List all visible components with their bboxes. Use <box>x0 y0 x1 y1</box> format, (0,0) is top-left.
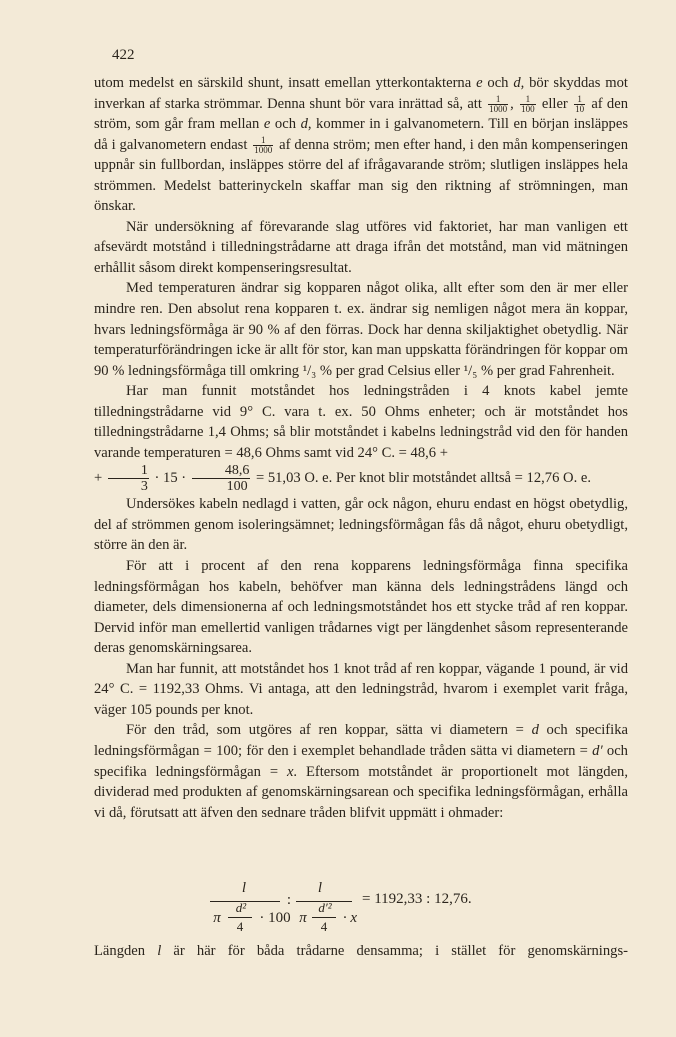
paragraph-specific-conductivity: För att i procent af den rena kopparens ledningsförmåga finna specifika ledningsförmågan hos kabeln, behöfver man känna dels ledningstrådens längd och diameter, dels dimensionerna af och ledningsmotståndet hos ett stycke tråd af ren koppar. Dervid inför man emellertid vanligen trådarnes vigt per längdenhet såsom representerande deras genomskärningsarea. <box>94 558 628 657</box>
paragraph-temperature <box>94 278 628 381</box>
symbol-d: d <box>300 116 308 133</box>
fraction-denominator: 1000 <box>254 144 273 155</box>
fraction-1-100 <box>520 95 536 114</box>
formula-dot-100: · 100 <box>259 910 291 926</box>
text-run: och specifika ledningsförmågan = 100; för den i exemplet behandlade tråden sätta vi diametern = <box>94 722 628 759</box>
paragraph-shunt <box>94 73 628 217</box>
formula-colon: : <box>286 892 292 908</box>
text-run: eller <box>537 95 573 112</box>
text-run: är här för båda trådarne densamma; i stället för genomskärnings- <box>161 943 628 959</box>
text-run: + <box>94 470 106 487</box>
fraction-1-3 <box>108 463 149 494</box>
fraction-numerator: 1 <box>108 463 149 479</box>
text-run: af denna ström; men efter hand, i den mån kompenseringen uppnår sin fullbordan, insläppes större del af ifrågavarande ström; slutligen insläppes hela strömmen. Medelst batterinyckeln skaffar man sig den riktning af strömningen, man önskar. <box>94 136 629 215</box>
fraction-denominator: 10 <box>575 103 585 114</box>
symbol-e: e <box>263 116 271 133</box>
paragraph-water: Undersökes kabeln nedlagd i vatten, går ock någon, ehuru endast en högst obetydlig, del af strömmen genom isoleringsämnet; ledningsförmågan fås då något, ehuru obetydligt, större än den är. <box>94 496 628 554</box>
formula-d2: d² <box>235 900 247 915</box>
text-run: utom medelst en särskild shunt, insatt emellan ytterkontakterna <box>94 75 477 91</box>
formula-l-2: l <box>317 880 323 896</box>
symbol-d-prime: d′ <box>592 742 603 759</box>
paragraph-factory: När undersökning af förevarande slag utföres vid faktoriet, har man vanligen ett afsevärdt motstånd i tilledningstrådarne att draga ifrån det motstånd, man vid mätningen erhållit såsom direkt kompenseringsresultat. <box>94 218 628 276</box>
formula-rhs: = 1192,33 : 12,76. <box>362 891 472 907</box>
fraction-one-fifth: ¹/₅ <box>463 362 478 379</box>
formula-dprime2: d′² <box>318 900 332 915</box>
symbol-x: x <box>286 763 294 780</box>
formula-bar-small-1 <box>228 917 252 918</box>
text-run: af den ström, som går fram mellan <box>94 95 629 133</box>
fraction-denominator: 100 <box>521 103 535 114</box>
text-run: och <box>482 75 514 91</box>
text-run: och specifika ledningsförmågan = <box>94 742 628 780</box>
text-run: = 51,03 O. e. Per knot blir motståndet alltså = 12,76 O. e. <box>252 470 592 487</box>
paragraph-resistance-example <box>94 381 628 494</box>
paragraph-diameter <box>94 720 628 823</box>
text-run: Längden <box>94 943 158 959</box>
symbol-d: d, <box>513 75 525 91</box>
formula-bar-small-2 <box>312 917 336 918</box>
paragraph-length <box>94 941 628 961</box>
fraction-denominator: 1000 <box>489 103 508 114</box>
symbol-l: l <box>157 943 162 959</box>
text-run: För den tråd, som utgöres af ren koppar, sätta vi diametern = <box>126 722 532 739</box>
formula-four-2: 4 <box>320 919 328 934</box>
fraction-numerator: 1 <box>520 95 536 105</box>
fraction-denominator: 100 <box>226 479 248 495</box>
text-run: , <box>510 95 519 112</box>
symbol-d: d <box>531 722 539 739</box>
page-number: 422 <box>112 47 135 63</box>
fraction-denominator: 3 <box>140 479 148 495</box>
text-run: Har man funnit motståndet hos ledningstråden i 4 knots kabel jemte tilledningstrådarne vid 9° C. vara t. ex. 50 Ohms enheter; och är motståndet hos tilledningstrådarne 1,4 Ohms; så blir motståndet i kabelns ledningstråd vid den för handen varande temperaturen = 48,6 Ohms samt vid 24° C. = 48,6 + <box>94 383 628 461</box>
text-run: och <box>270 116 301 133</box>
fraction-numerator: 1 <box>253 136 273 146</box>
ratio-formula <box>210 880 630 940</box>
formula-l-1: l <box>241 880 247 896</box>
text-run: , kommer in i galvanometern. Till en början insläppes då i galvanometern endast <box>94 116 629 153</box>
formula-pi-2: π <box>299 910 307 926</box>
fraction-1-1000-b <box>253 136 273 155</box>
paragraph-pure-copper: Man har funnit, att motståndet hos 1 knot tråd af ren koppar, vägande 1 pound, är vid 24° C. = 1192,33 Ohms. Vi antaga, att den ledningstråd, hvarom i exemplet varit fråga, väger 105 pounds per knot. <box>94 660 628 718</box>
text-run: bör skyddas mot inverkan af starka strömmar. Denna shunt bör vara inrättad så, att <box>94 75 628 112</box>
text-run: · 15 · <box>150 470 190 487</box>
body-text <box>94 73 628 823</box>
text-run: Med temperaturen ändrar sig kopparen något olika, allt efter som den är mer eller mindre ren. Den absolut rena kopparen t. ex. ändrar sig nemligen något mera än koppar, hvars ledningsförmåga är 90 % af den förras. Dock har denna skiljaktighet obetydlig. När temperaturförändringen icke är allt för stor, kan man uppskatta förändringen för koppar om 90 % ledningsförmåga till omkring <box>94 280 628 379</box>
text-run: % per grad Celsius eller <box>316 362 464 379</box>
fraction-1-1000 <box>488 95 508 114</box>
fraction-numerator: 1 <box>488 95 508 105</box>
formula-pi-1: π <box>213 910 221 926</box>
fraction-48-6-100 <box>192 463 251 494</box>
formula-dot-x: · x <box>342 910 358 926</box>
text-run: % per grad Fahrenheit. <box>477 362 615 379</box>
symbol-e: e <box>476 75 483 91</box>
formula-four-1: 4 <box>236 919 244 934</box>
text-run: . Eftersom motståndet är proportionelt mot längden, dividerad med produkten af genomskärningsarean och specifika ledningsförmågan, erhålla vi då, förutsatt att äfven den sednare tråden blifvit uppmätt i ohmader: <box>94 763 628 821</box>
fraction-1-10 <box>574 95 585 114</box>
fraction-one-third: ¹/₃ <box>302 362 317 379</box>
fraction-numerator: 1 <box>574 95 585 105</box>
fraction-numerator: 48,6 <box>192 463 251 479</box>
